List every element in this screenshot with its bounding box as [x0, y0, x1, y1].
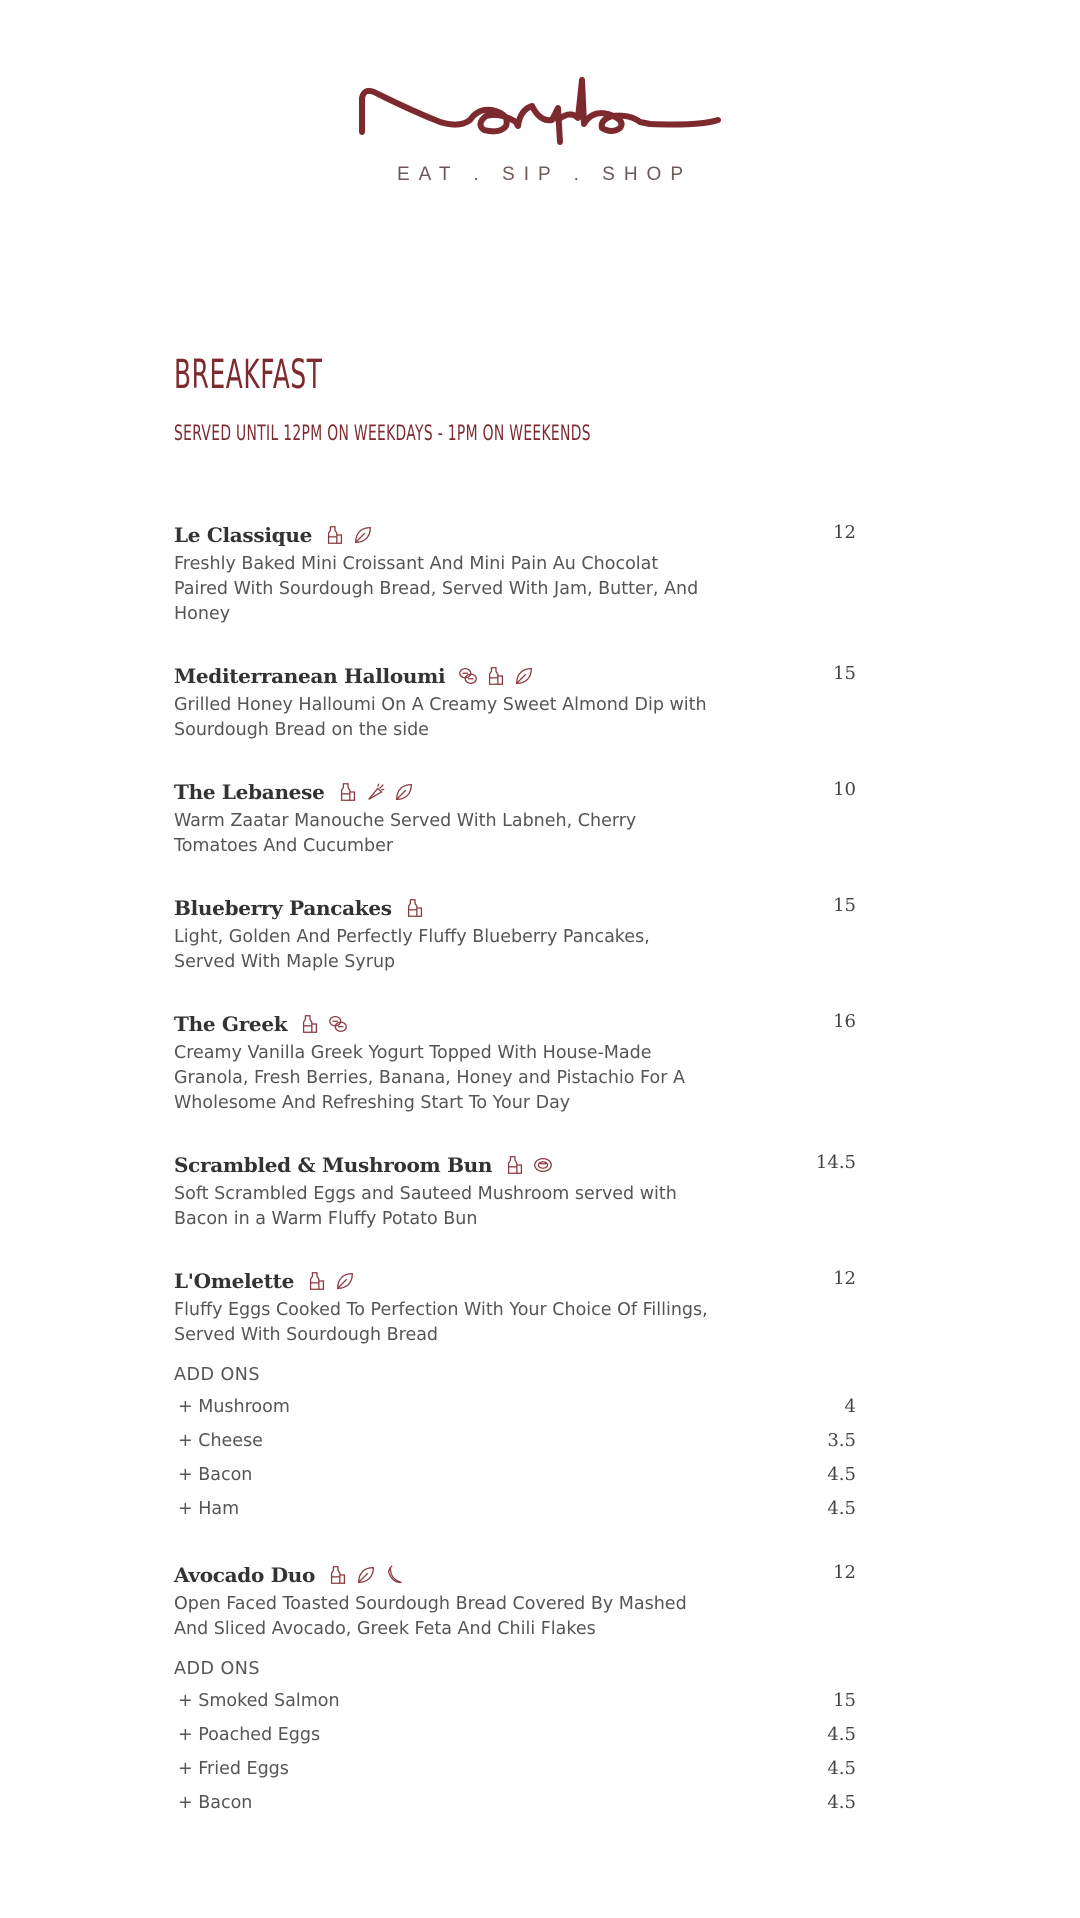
menu-item-header: [174, 1150, 856, 1180]
milk-bottle-icon: [299, 1013, 321, 1035]
menu-item-price: 14.5: [815, 1152, 856, 1173]
addon-price: 4.5: [827, 1792, 856, 1813]
dietary-icons: [504, 1154, 560, 1176]
addon-price: 15: [833, 1690, 856, 1711]
addon-name: + Cheese: [178, 1431, 263, 1451]
menu-item-name: L'Omelette: [174, 1269, 295, 1293]
addon-row: [174, 1424, 856, 1458]
menu-item-name: Avocado Duo: [174, 1563, 316, 1587]
menu-item-header: [174, 893, 856, 923]
menu-item-price: 12: [833, 1562, 856, 1583]
menu-item-price: 15: [833, 895, 856, 916]
menu-item: [174, 893, 856, 975]
addon-price: 4.5: [827, 1758, 856, 1779]
menu-item: [174, 1150, 856, 1232]
menu-item-description: Soft Scrambled Eggs and Sauteed Mushroom served with Bacon in a Warm Fluffy Potato Bun: [174, 1184, 677, 1229]
menu-item-description: Light, Golden And Perfectly Fluffy Blueberry Pancakes, Served With Maple Syrup: [174, 927, 650, 972]
milk-bottle-icon: [504, 1154, 526, 1176]
menu-list: [174, 520, 856, 1854]
addon-row: [174, 1786, 856, 1820]
menu-item-header: [174, 1560, 856, 1590]
menu-item-description: Open Faced Toasted Sourdough Bread Covered By Mashed And Sliced Avocado, Greek Feta And Chili Flakes: [174, 1594, 687, 1639]
menu-item-name: Blueberry Pancakes: [174, 896, 392, 920]
addon-row: [174, 1458, 856, 1492]
dietary-icons: [327, 1564, 411, 1586]
milk-bottle-icon: [404, 897, 426, 919]
addon-row: [174, 1492, 856, 1526]
menu-item-name: Mediterranean Halloumi: [174, 664, 446, 688]
leaf-icon: [393, 781, 415, 803]
menu-item-description: Warm Zaatar Manouche Served With Labneh, Cherry Tomatoes And Cucumber: [174, 811, 637, 856]
menu-item-price: 12: [833, 522, 856, 543]
logo-block: [0, 70, 1080, 186]
leaf-icon: [513, 665, 535, 687]
addon-row: [174, 1390, 856, 1424]
menu-item: [174, 1266, 856, 1526]
menu-item-description: Freshly Baked Mini Croissant And Mini Pain Au Chocolat Paired With Sourdough Bread, Served With Jam, Butter, And Honey: [174, 554, 699, 624]
addon-name: + Mushroom: [178, 1397, 290, 1417]
menu-item-price: 15: [833, 663, 856, 684]
menu-item-description: Fluffy Eggs Cooked To Perfection With Your Choice Of Fillings, Served With Sourdough Bread: [174, 1300, 708, 1345]
addons-title: ADD ONS: [174, 1365, 260, 1385]
addon-name: + Bacon: [178, 1465, 253, 1485]
dietary-icons: [457, 665, 541, 687]
tagline: EAT . SIP . SHOP: [397, 164, 692, 185]
section-subtitle: SERVED UNTIL 12PM ON WEEKDAYS - 1PM ON WEEKENDS: [174, 421, 591, 445]
menu-item-header: [174, 661, 856, 691]
addon-name: + Fried Eggs: [178, 1759, 289, 1779]
menu-item: [174, 661, 856, 743]
milk-bottle-icon: [324, 524, 346, 546]
leaf-icon: [355, 1564, 377, 1586]
nayla-logo: [350, 70, 730, 150]
menu-item-header: [174, 520, 856, 550]
menu-item-description: Creamy Vanilla Greek Yogurt Topped With House-Made Granola, Fresh Berries, Banana, Honey and Pistachio For A Wholesome And Refreshing Start To Your Day: [174, 1043, 685, 1113]
milk-bottle-icon: [485, 665, 507, 687]
milk-bottle-icon: [337, 781, 359, 803]
dietary-icons: [324, 524, 380, 546]
leaf-icon: [352, 524, 374, 546]
menu-item: [174, 777, 856, 859]
section-title: BREAKFAST: [174, 352, 323, 398]
menu-item-price: 16: [833, 1011, 856, 1032]
addon-price: 4: [844, 1396, 856, 1417]
dietary-icons: [306, 1270, 362, 1292]
dietary-icons: [337, 781, 421, 803]
chili-icon: [383, 1564, 405, 1586]
milk-bottle-icon: [306, 1270, 328, 1292]
addon-name: + Ham: [178, 1499, 240, 1519]
nuts-icon: [327, 1013, 349, 1035]
menu-item-price: 10: [833, 779, 856, 800]
menu-item-header: [174, 1266, 856, 1296]
addons-title: ADD ONS: [174, 1659, 260, 1679]
addons-list: [174, 1654, 856, 1820]
meat-icon: [532, 1154, 554, 1176]
addon-row: [174, 1684, 856, 1718]
menu-item-description: Grilled Honey Halloumi On A Creamy Sweet Almond Dip with Sourdough Bread on the side: [174, 695, 707, 740]
addon-row: [174, 1718, 856, 1752]
menu-item-price: 12: [833, 1268, 856, 1289]
menu-item-name: Le Classique: [174, 523, 312, 547]
addon-row: [174, 1752, 856, 1786]
addons-list: [174, 1360, 856, 1526]
menu-item-name: The Greek: [174, 1012, 288, 1036]
leaf-icon: [334, 1270, 356, 1292]
nuts-icon: [457, 665, 479, 687]
addon-price: 3.5: [827, 1430, 856, 1451]
milk-bottle-icon: [327, 1564, 349, 1586]
menu-item-header: [174, 777, 856, 807]
addon-price: 4.5: [827, 1498, 856, 1519]
dietary-icons: [404, 897, 432, 919]
menu-item: [174, 1560, 856, 1820]
menu-item-header: [174, 1009, 856, 1039]
addon-price: 4.5: [827, 1724, 856, 1745]
menu-item-name: Scrambled & Mushroom Bun: [174, 1153, 493, 1177]
addon-name: + Smoked Salmon: [178, 1691, 340, 1711]
menu-item: [174, 520, 856, 627]
addon-price: 4.5: [827, 1464, 856, 1485]
menu-item: [174, 1009, 856, 1116]
menu-item-name: The Lebanese: [174, 780, 325, 804]
dietary-icons: [299, 1013, 355, 1035]
addon-name: + Poached Eggs: [178, 1725, 321, 1745]
carrot-icon: [365, 781, 387, 803]
addon-name: + Bacon: [178, 1793, 253, 1813]
